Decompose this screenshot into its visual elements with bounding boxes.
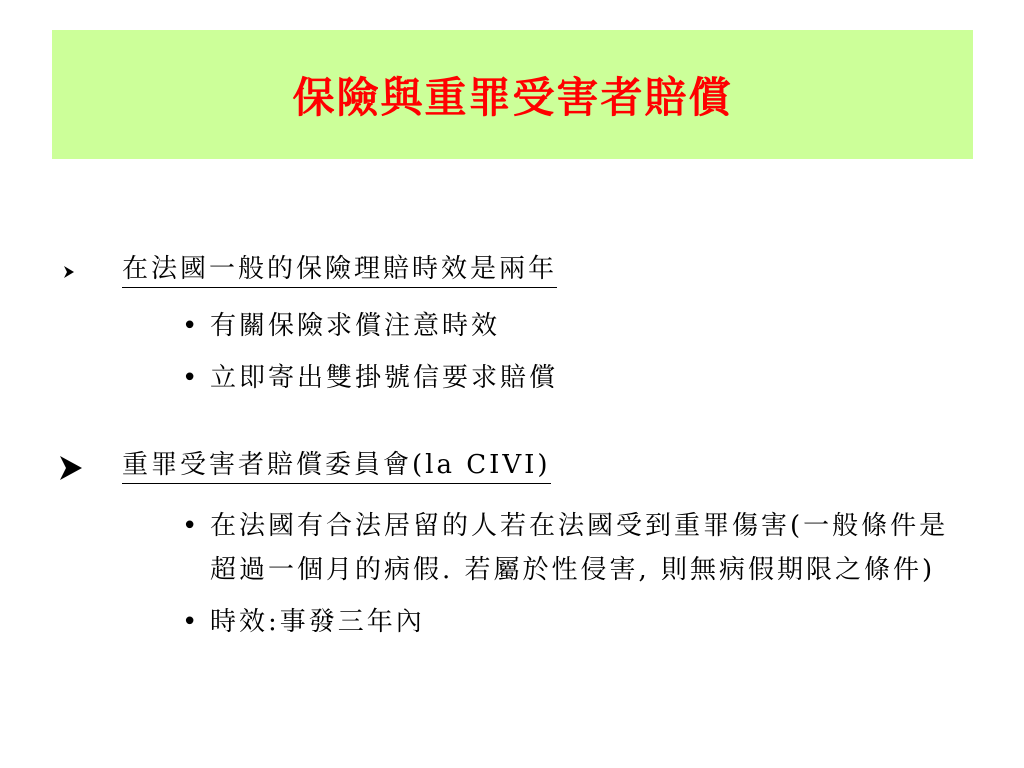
title-banner <box>52 30 973 159</box>
sub-list-insurance <box>178 304 958 400</box>
list-item-text: 時效:事發三年內 <box>210 607 425 637</box>
bullet-dot-icon: • <box>182 311 201 341</box>
list-item-text: 立即寄出雙掛號信要求賠償 <box>210 363 559 393</box>
list-item-text: 有關保險求償注意時效 <box>210 311 501 341</box>
arrow-bullet-large-icon <box>60 456 82 480</box>
sub-list-civi <box>178 504 958 644</box>
list-item <box>178 600 958 644</box>
bullet-dot-icon: • <box>182 363 201 393</box>
slide-title: 保險與重罪受害者賠償 <box>292 72 733 122</box>
arrow-bullet-small-icon <box>64 266 74 278</box>
list-item <box>178 356 958 400</box>
section-heading-civi: 重罪受害者賠償委員會(la CIVI) <box>122 448 551 484</box>
list-item <box>178 304 958 348</box>
bullet-dot-icon: • <box>182 511 201 541</box>
list-item <box>178 504 958 592</box>
list-item-text: 在法國有合法居留的人若在法國受到重罪傷害(一般條件是超過一個月的病假. 若屬於性侵害, 則無病假期限之條件) <box>210 511 949 585</box>
section-heading-insurance: 在法國一般的保險理賠時效是兩年 <box>122 252 557 288</box>
bullet-dot-icon: • <box>182 607 201 637</box>
